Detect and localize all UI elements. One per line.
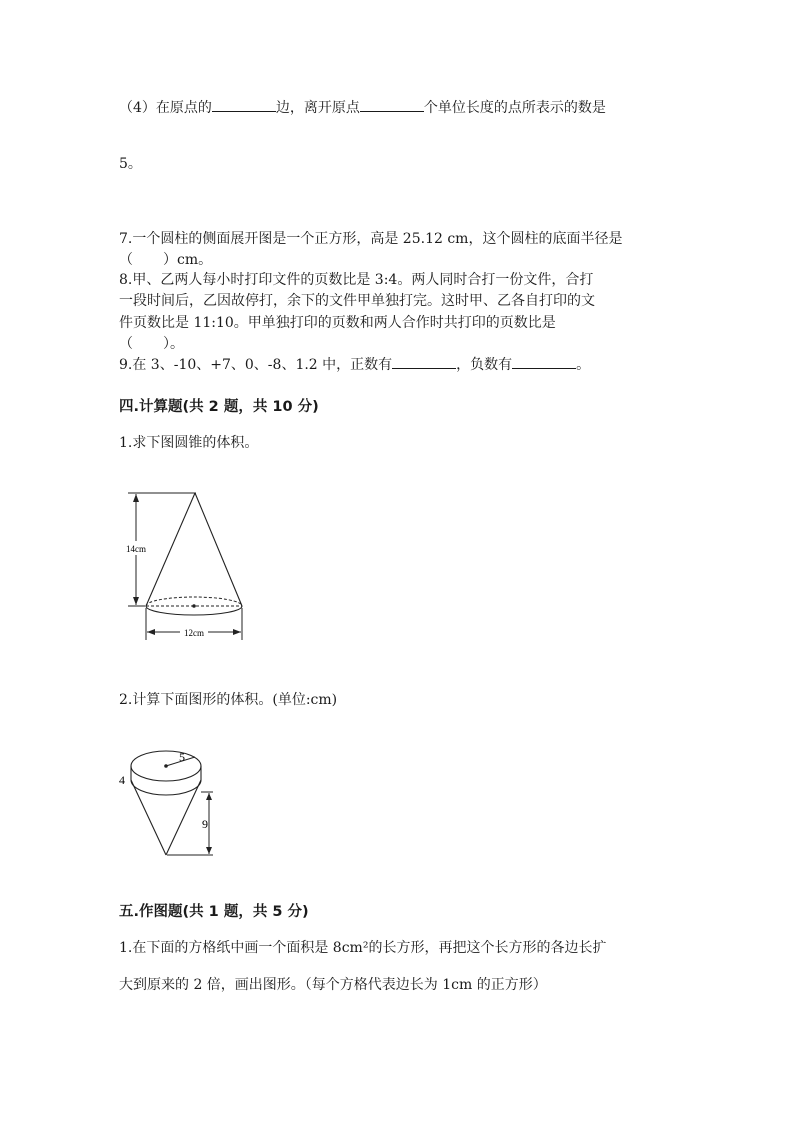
section5-q1-line1: 1.在下面的方格纸中画一个面积是 8cm²的长方形，再把这个长方形的各边长扩 — [119, 940, 607, 956]
q7-text-1: 7.一个圆柱的侧面展开图是一个正方形，高是 25.12 cm，这个圆柱的底面半径是 — [119, 231, 623, 247]
q6-text-d: 5。 — [119, 156, 142, 172]
q6-text-b: 边，离开原点 — [275, 100, 360, 116]
cone-height-label: 14cm — [126, 544, 146, 554]
cone2-dim-arrowhead-bottom — [206, 847, 212, 854]
q8-line4 — [119, 334, 184, 354]
cone-right-edge — [195, 493, 242, 606]
cone-diameter-label: 12cm — [184, 628, 204, 638]
q8-text-4a: （ — [119, 336, 133, 352]
q8-text-2: 一段时间后，乙因故停打，余下的文件甲单独打完。这时甲、乙各自打印的文 — [119, 293, 595, 309]
cone2-dim-arrowhead-top — [206, 793, 212, 800]
q6-line1 — [119, 97, 606, 118]
cylinder-cone-figure — [115, 740, 225, 865]
q7-text-2a: （ — [119, 252, 133, 268]
section4-heading: 四.计算题(共 2 题，共 10 分) — [119, 399, 319, 415]
q6-blank-1[interactable] — [212, 97, 276, 112]
cylinder-bottom-arc — [131, 780, 201, 795]
cone-center-dot — [192, 604, 196, 608]
cone-right-side — [166, 780, 201, 855]
cone-diam-arrowhead-right — [233, 629, 241, 635]
cone-left-edge — [146, 493, 195, 606]
cone-height-arrowhead-bottom — [133, 597, 139, 605]
q7-line2 — [119, 250, 212, 270]
cone-height-arrowhead-top — [133, 494, 139, 502]
q7-line1 — [119, 229, 622, 249]
q9-text-a: 9.在 3、-10、+7、0、-8、1.2 中，正数有 — [119, 357, 393, 373]
section5-q1-line2: 大到原来的 2 倍，画出图形。（每个方格代表边长为 1cm 的正方形） — [119, 977, 547, 993]
cylinder-height-label: 4 — [119, 773, 125, 787]
q8-text-1: 8.甲、乙两人每小时打印文件的页数比是 3:4。两人同时合打一份文件，合打 — [119, 272, 594, 288]
q7-text-2b: ）cm。 — [163, 252, 213, 268]
q8-line1 — [119, 270, 593, 290]
section5-heading: 五.作图题(共 1 题，共 5 分) — [119, 904, 309, 920]
q9-text-c: 。 — [576, 357, 591, 373]
q6-blank-2[interactable] — [360, 97, 424, 112]
q8-line2 — [119, 291, 595, 311]
q9-text-b: ，负数有 — [456, 357, 513, 373]
q8-line3 — [119, 313, 556, 333]
q8-text-3: 件页数比是 11:10。甲单独打印的页数和两人合作时共打印的页数比是 — [119, 315, 556, 331]
q8-text-4b: ）。 — [163, 336, 184, 352]
cone-figure — [118, 485, 258, 645]
q9-blank-positive[interactable] — [392, 354, 456, 369]
cylinder-radius-label: 5 — [179, 750, 185, 764]
q9-blank-negative[interactable] — [512, 354, 576, 369]
q6-line2 — [119, 154, 142, 174]
cone-left-side — [131, 780, 166, 855]
cone2-height-label: 9 — [202, 817, 208, 831]
q6-text-a: （4）在原点的 — [119, 100, 212, 116]
q6-text-c: 个单位长度的点所表示的数是 — [423, 100, 606, 116]
cone-diam-arrowhead-left — [147, 629, 155, 635]
section4-q2: 2.计算下面图形的体积。(单位:cm) — [119, 692, 338, 708]
q9-line — [119, 354, 590, 375]
section4-q1: 1.求下图圆锥的体积。 — [119, 435, 259, 451]
